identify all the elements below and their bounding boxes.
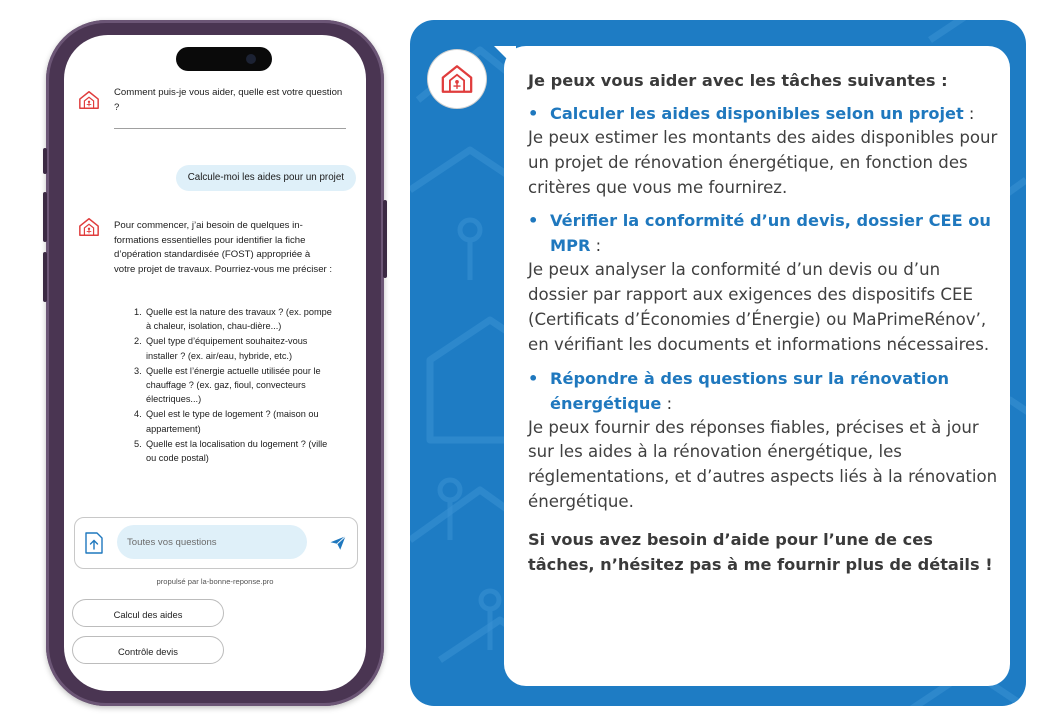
controle-devis-button[interactable]: Contrôle devis [72,636,224,664]
capability-description: Je peux fournir des réponses fiables, précises et à jour sur les aides à la rénovation énergétique, les réglementations, et d’autres aspects liés à la rénovation énergétique. [528,417,998,511]
upload-icon[interactable] [85,532,103,554]
phone-volume-down [43,252,47,302]
capabilities-intro: Je peux vous aider avec les tâches suivantes : [528,71,948,90]
house-logo-icon [78,216,100,238]
bot-greeting-message: Comment puis-je vous aider, quelle est votre question ? [114,87,343,113]
phone-mute-switch [43,148,47,174]
feature-panel [410,20,1026,706]
capability-item: • Vérifier la conformité d’un devis, dossier CEE ou MPR : Je peux analyser la conformité d’un devis ou d’un dossier par rapport aux exigences des dispositifs CEE (Certificats d’Économies d’Énergie) ou MaPrimeRénov’, en vérifiant les documents et informations nécessaires. [528,208,998,357]
list-item: 4. Quel est le type de logement ? (maison ou appartement) [134,409,319,434]
assistant-avatar [428,50,486,108]
assistant-capabilities-card [504,46,1010,686]
capability-item: • Répondre à des questions sur la rénovation énergétique : Je peux fournir des réponses fiables, précises et à jour sur les aides à la rénovation énergétique, les réglementations, et d’autres aspects liés à la rénovation énergétique. [528,366,998,515]
bot-intro-message: Pour commencer, j’ai besoin de quelques in-formations essentielles pour identifier la fiche d’opération standardisée (FOST) appropriée à votre projet de travaux. Pourriez-vous me préciser : [114,220,333,275]
send-icon[interactable] [329,534,347,552]
powered-by-text: propulsé par la-bonne-reponse.pro [156,577,274,586]
message-composer [74,517,358,569]
list-item: 5. Quelle est la localisation du logement ? (ville ou code postal) [134,438,328,464]
capability-item: • Calculer les aides disponibles selon un projet : Je peux estimer les montants des aides disponibles pour un projet de rénovation énergétique, en fonction des critères que vous me fournirez. [528,101,998,200]
list-item: 3. Quelle est l’énergie actuelle utilisée pour le chauffage ? (ex. gaz, fioul, convecteurs électriques...) [134,365,321,405]
capability-description: Je peux analyser la conformité d’un devis ou d’un dossier par rapport aux exigences des dispositifs CEE (Certificats d’Économies d’Énergie) ou MaPrimeRénov’, en vérifiant les documents et informations nécessaires. [528,260,990,354]
user-message-bubble: Calcule-moi les aides pour un projet [176,165,356,191]
list-item: 2. Quel type d’équipement souhaitez-vous installer ? (ex. air/eau, hybride, etc.) [134,336,308,361]
capabilities-outro: Si vous avez besoin d’aide pour l’une de ces tâches, n’hésitez pas à me fournir plus de détails ! [528,529,993,574]
house-logo-icon [440,62,474,96]
capability-description: Je peux estimer les montants des aides disponibles pour un projet de rénovation énergétique, en fonction des critères que vous me fournirez. [528,128,998,197]
question-input[interactable] [117,525,307,559]
phone-power-button [383,200,387,278]
capability-title: Vérifier la conformité d’un devis, dossier CEE ou MPR [550,211,991,256]
capability-title: Répondre à des questions sur la rénovation énergétique [550,368,950,413]
chat-screen [64,35,366,691]
phone-volume-up [43,192,47,242]
message-divider [114,128,346,129]
list-item: 1. Quelle est la nature des travaux ? (ex. pompe à chaleur, isolation, chau-dière...) [134,307,332,332]
phone-mockup [46,20,384,706]
question-list [134,305,334,466]
calcul-aides-button[interactable]: Calcul des aides [72,599,224,627]
house-logo-icon [78,89,100,111]
capability-title: Calculer les aides disponibles selon un projet [550,104,964,123]
dynamic-island [176,47,272,71]
